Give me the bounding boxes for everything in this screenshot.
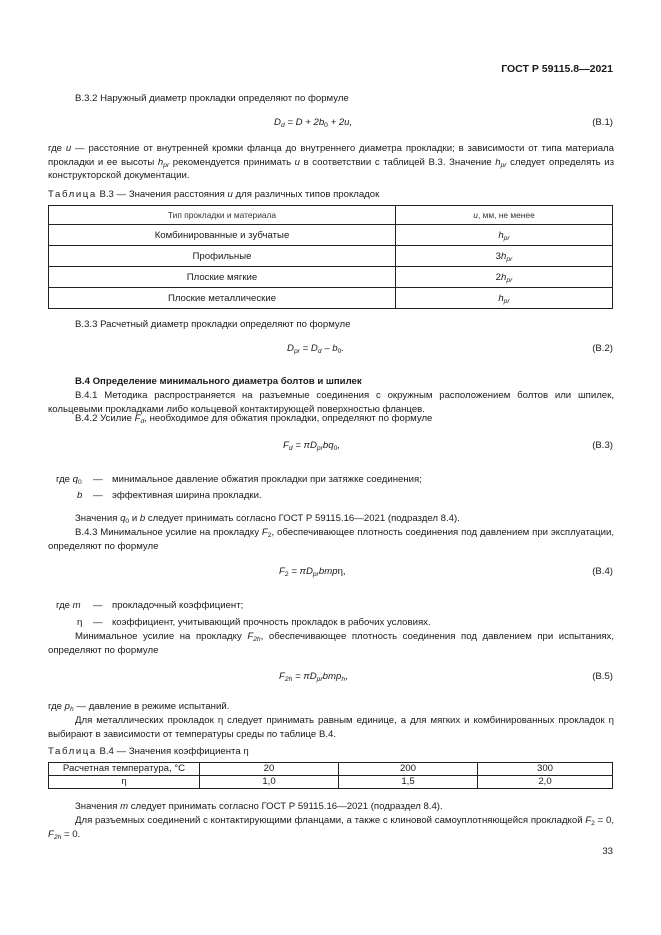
table-row [49,267,613,288]
formula-number-b4: (В.4) [592,566,613,577]
definition-dash: — [93,474,103,485]
definition-item: где m [56,600,81,611]
table-cell: 300 [478,763,613,776]
paragraph-b41: В.4.1 Методика распространяется на разъемные соединения с окружным расположением болтов или шпилек, кольцевыми прокладками либо кольцевой контактирующей поверхностью фланцев. [48,390,614,415]
formula-b4: $F_2 = \pi D_{pr}bmp\eta$, [279,566,346,578]
table-cell: $h_{pr}$ [396,288,613,309]
table-header-row [49,206,613,225]
paragraph-b32-intro: В.3.2 Наружный диаметр прокладки определяют по формуле [75,93,349,104]
section-heading-b4: В.4 Определение минимального диаметра болтов и шпилек [75,376,362,387]
table-cell: Профильные [49,246,396,267]
table-cell: Плоские металлические [49,288,396,309]
formula-number-b1: (В.1) [592,117,613,128]
paragraph-values-m: Значения m следует принимать согласно ГОСТ Р 59115.16—2021 (подраздел 8.4). [75,801,443,812]
table-cell: 20 [200,763,339,776]
table-header-cell: Тип прокладки и материала [49,206,396,225]
table-cell: 1,0 [200,776,339,789]
table-cell: 2,0 [478,776,613,789]
table-cell: $2h_{pr}$ [396,267,613,288]
formula-b5: $F_{2h} = \pi D_{pr}bmp_h$, [279,671,348,683]
definition-text: минимальное давление обжатия прокладки при затяжке соединения; [112,474,422,485]
definition-item: η [77,617,83,628]
table-b4-caption: Таблица В.4 — Значения коэффициента η [48,746,249,757]
formula-number-b3: (В.3) [592,440,613,451]
table-row [49,776,613,789]
formula-b3: $F_d = \pi D_{pr}bq_0$, [283,440,340,452]
table-b3 [48,205,613,309]
paragraph-eta-selection: Для металлических прокладок η следует принимать равным единице, а для мягких и комбинированных прокладок η выбирают в зависимости от температуры среды по таблице В.4. [48,715,614,740]
definition-text: эффективная ширина прокладки. [112,490,262,501]
paragraph-contact-flanges: Для разъемных соединений с контактирующими фланцами, а также с клиновой самоуплотняющейся прокладкой $F_2 = 0$, $F_{2h} = 0$. [48,815,614,841]
paragraph-b42: В.4.2 Усилие $F_d$, необходимое для обжатия прокладки, определяют по формуле [75,413,433,425]
formula-number-b2: (В.2) [592,343,613,354]
table-b3-caption: Таблица В.3 — Значения расстояния u для различных типов прокладок [48,189,380,200]
paragraph-b32-definition: где u — расстояние от внутренней кромки фланца до внутреннего диаметра прокладки; в зависимости от типа материала прокладки и ее высоты $h_{pr}$ рекомендуется принимать u в соответствии с таблицей В.3. Значение $h_{pr}$ следует определять из конструкторской документации. [48,143,614,182]
table-row [49,288,613,309]
definition-text: коэффициент, учитывающий прочность прокладок в рабочих условиях. [112,617,431,628]
definition-dash: — [93,490,103,501]
paragraph-min-force-test: Минимальное усилие на прокладку $F_{2h}$, обеспечивающее плотность соединения под давлением при испытаниях, определяют по формуле [48,631,614,656]
paragraph-b43: В.4.3 Минимальное усилие на прокладку $F_2$, обеспечивающее плотность соединения под давлением при эксплуатации, определяют по формуле [48,527,614,552]
table-header-cell: u, мм, не менее [396,206,613,225]
page-number: 33 [602,846,613,857]
table-row [49,246,613,267]
formula-number-b5: (В.5) [592,671,613,682]
table-cell: η [49,776,200,789]
table-cell: $3h_{pr}$ [396,246,613,267]
definition-dash: — [93,617,103,628]
definition-item: где $q_0$ [56,474,82,486]
document-id: ГОСТ Р 59115.8—2021 [501,63,613,75]
table-row [49,225,613,246]
table-cell: Расчетная температура, °С [49,763,200,776]
table-cell: 1,5 [339,776,478,789]
definition-text: прокладочный коэффициент; [112,600,244,611]
formula-b2: $D_{pr} = D_d - b_0$. [287,343,344,355]
table-row [49,763,613,776]
table-cell: $h_{pr}$ [396,225,613,246]
definition-item: b [77,490,83,501]
definition-dash: — [93,600,103,611]
table-cell: Комбинированные и зубчатые [49,225,396,246]
paragraph-b33-intro: В.3.3 Расчетный диаметр прокладки определяют по формуле [75,319,351,330]
paragraph-values-q0-b: Значения $q_0$ и b следует принимать согласно ГОСТ Р 59115.16—2021 (подраздел 8.4). [75,513,460,525]
table-cell: Плоские мягкие [49,267,396,288]
formula-b1: $D_d = D + 2b_0 + 2u$, [274,117,353,129]
table-b4 [48,762,613,789]
table-cell: 200 [339,763,478,776]
paragraph-ph-definition: где $p_h$ — давление в режиме испытаний. [48,701,230,713]
